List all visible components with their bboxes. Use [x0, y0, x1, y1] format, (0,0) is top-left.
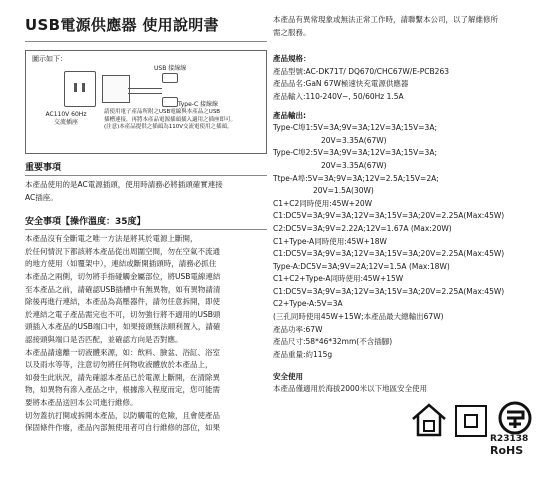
notice-divider [25, 175, 267, 176]
output-line: (三孔同時使用45W+15W;本產品最大總輸出67W) [273, 312, 444, 322]
safe-use-text: 本產品僅適用於海拔2000米以下地區安全使用 [273, 384, 428, 394]
spec-line: 產品品名:GaN 67W極速快充電源供應器 [273, 79, 409, 89]
ac-label-line: AC110V 60Hz [45, 111, 87, 118]
typec-cable-label: Type-C 接線線 [178, 101, 219, 108]
notice-line: AC插座。 [25, 192, 58, 202]
output-line: 產品重量:約115g [273, 349, 333, 359]
specs-list [273, 66, 545, 104]
safety-line: 要將本產品送回本公司進行維修。 [25, 397, 138, 407]
usb-cable-label: USB 接線線 [154, 65, 187, 72]
output-line: 產品功率:67W [273, 324, 323, 334]
output-line: 20V=3.35A(67W) [321, 160, 387, 170]
safety-line: 的地方使用（如覆架中），連結或斷開插頭時，請務必抓住 [25, 259, 217, 269]
safety-line: 至本產品之前，請確認USB插槽中有無異物，如有異物請清 [25, 284, 221, 294]
right-column [273, 14, 545, 396]
output-line: Type-A:DC5V=3A;9V=2A;12V=1.5A (Max:18W) [273, 261, 450, 271]
intro-line: 本產品有異常現象或無法正常工作時，請聯繫本公司，以了解維修所 [273, 15, 498, 24]
double-insulation-icon [455, 405, 487, 437]
safety-line: 於任何情況下都該將本產品從出周圍空間，勿在空氣不流通 [25, 246, 220, 256]
safety-line: 以及雨水等等，注意切勿將任何物收液體放於本產品上， [25, 360, 213, 370]
notice-heading: 重要事項 [25, 163, 62, 173]
left-column [25, 14, 267, 435]
output-line: 20V=1.5A(30W) [313, 186, 374, 196]
diagram-label: 圖示如下： [32, 55, 67, 63]
output-line: C2:DC5V=3A;9V=2.22A;12V=1.67A (Max:20W) [273, 223, 452, 233]
ac-outlet-label [40, 111, 92, 127]
safety-line: 保固條件作廢，產品內部無使用者可自行維修的部位，如果 [25, 423, 220, 433]
output-heading: 產品輸出: [273, 110, 306, 120]
certification-icons [405, 396, 550, 460]
usb-plug-icon [162, 73, 178, 83]
safety-text [25, 233, 267, 435]
output-line: C1:DC5V=3A;9V=3A;12V=3A;15V=3A;20V=2.25A(Max:45W) [273, 249, 505, 259]
typec-plug-icon [162, 97, 178, 107]
indoor-use-icon [410, 401, 448, 439]
bsmi-mark-icon [497, 400, 533, 436]
cert-code: R23138 [490, 434, 529, 444]
output-line: 20V=3.35A(67W) [321, 135, 387, 145]
safety-line: 物，如異物有滲入產品之中，根據滲入程度而定，您可能需 [25, 385, 220, 395]
safety-line: 本產品之兩側，切勿將手指碰觸金屬部位，將USB電線連結 [25, 271, 221, 281]
safety-line: 於連結之電子產品需完也不可，切勿強行將不適用的USB頭 [25, 309, 221, 319]
intro-text [273, 14, 545, 39]
page-title: USB電源供應器 使用說明書 [25, 16, 219, 34]
safety-line: 認接頭與端口是否匹配，並確認方向是否對應。 [25, 334, 183, 344]
title-divider [25, 41, 267, 42]
diagram-note-line: 請使用電子產品所附之USB電線與本產品之USB [104, 109, 221, 115]
safety-line: 切勿蓋抗打開或拆開本產品，以防觸電的危險，且會使產品 [25, 410, 220, 420]
wall-outlet-icon [64, 71, 96, 107]
diagram-note [104, 109, 262, 132]
safety-heading: 安全事項【操作溫度：35度】 [25, 217, 146, 228]
output-line: Ttpe-A埠:5V=3A;9V=3A;12V=2.5A;15V=2A; [273, 173, 439, 183]
spec-line: 產品型號:AC-DK71T/ DQ670/CHC67W/E-PCB263 [273, 66, 449, 76]
usage-diagram [25, 50, 267, 154]
safety-divider [25, 229, 267, 230]
output-line: Type-C埠1:5V=3A;9V=3A;12V=3A;15V=3A; [273, 123, 437, 133]
intro-line: 需之服務。 [273, 27, 311, 37]
output-line: C1+C2+Type-A同時使用:45W+15W [273, 274, 404, 284]
spec-line: 產品輸入:110-240V~, 50/60Hz 1.5A [273, 91, 404, 101]
cable-line [128, 88, 162, 89]
output-line: 產品尺寸:58*46*32mm(不含插腳) [273, 337, 393, 347]
output-list [273, 122, 545, 361]
output-line: C1:DC5V=3A;9V=3A;12V=3A;15V=3A;20V=2.25A(Max:45W) [273, 211, 505, 221]
safety-line: 如發生此狀況，請先確認本產品已於電源上斷開，在清除異 [25, 372, 220, 382]
notice-line: 本產品使用的是AC電源插頭，使用時請務必將插頭確實連接 [25, 180, 223, 189]
charger-icon [102, 75, 130, 103]
rohs-label: RoHS [490, 444, 524, 457]
safety-line: 頭插入本產品的USB端口中，如果接頭無法順利置入，請確 [25, 322, 221, 332]
output-line: C2+Type-A:5V=3A [273, 299, 343, 309]
specs-heading: 產品規格： [273, 54, 311, 64]
output-line: C1+Type-A同時使用:45W+18W [273, 236, 387, 246]
cable-line-2 [128, 93, 162, 94]
safe-use-heading: 安全使用 [273, 372, 303, 382]
notice-text [25, 179, 267, 204]
safety-line: 本產品請遠離一切液體來源，如：飲料、臉盆、浴缸、浴室 [25, 347, 220, 357]
output-line: C1+C2同時使用:45W+20W [273, 198, 373, 208]
cert-text [490, 434, 528, 456]
diagram-note-line: 插槽連接，再將本產品電源插頭插入適用之插座即可。 [104, 116, 237, 123]
ac-label-line: 交流插座 [53, 119, 78, 126]
output-line: C1:DC5V=3A;9V=3A;12V=3A;15V=3A;20V=2.25A(Max:45W) [273, 286, 505, 296]
diagram-note-line: (注意)本產品提供之插頭為110V交流電使用之插頭。 [104, 124, 233, 130]
safety-line: 本產品沒有全斷電之唯一方法是將其於電源上斷開， [25, 234, 198, 244]
safety-line: 除後再進行連結，本產品為高壓器件，請勿任意拆開，即使 [25, 297, 220, 307]
output-line: Type-C埠2:5V=3A;9V=3A;12V=3A;15V=3A; [273, 148, 437, 158]
